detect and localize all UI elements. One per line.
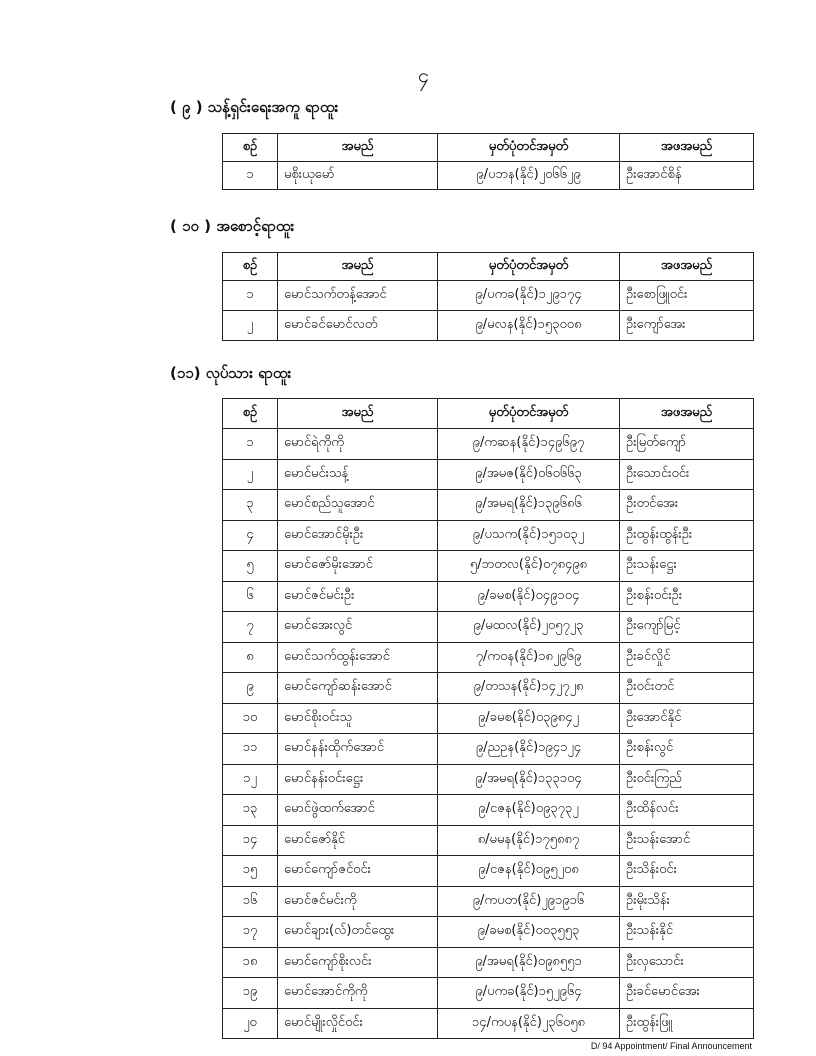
cell-nrc: ၉/အမဇ(နိုင်)၀၆၀၆၆၃ [438, 459, 620, 490]
header-nrc: မှတ်ပုံတင်အမှတ် [438, 134, 620, 162]
section-heading-worker: (၁၁) လုပ်သား ရာထူး [170, 364, 292, 382]
cell-father: ဦးလှသောင်း [620, 947, 754, 978]
table-row [223, 795, 754, 826]
cell-no: ၇ [223, 612, 278, 643]
cell-name: မောင်စိုးဝင်းသူ [278, 703, 438, 734]
cell-father: ဦးထွန်းဖြူ [620, 1008, 754, 1039]
cell-no: ၁၂ [223, 764, 278, 795]
cell-nrc: ၉/ခမစ(နိုင်)၀၀၃၅၅၃ [438, 917, 620, 948]
cell-nrc: ၁၄/ကပန(နိုင်)၂၃၆၀၅၈ [438, 1008, 620, 1039]
cell-nrc: ၉/ခမစ(နိုင်)၀၄၉၁၀၄ [438, 581, 620, 612]
cell-nrc: ၇/ကဝန(နိုင်)၁၈၂၉၆၉ [438, 642, 620, 673]
cell-father: ဦးထိန်လင်း [620, 795, 754, 826]
table-row [223, 703, 754, 734]
cell-father: ဦးသန်းဋ္ဌေး [620, 551, 754, 582]
cell-father: ဦးဝင်းကြည် [620, 764, 754, 795]
cell-no: ၁၃ [223, 795, 278, 826]
table-row [223, 162, 754, 190]
cell-father: ဦးဝင်းတင် [620, 673, 754, 704]
cell-nrc: ၉/ကပတ(နိုင်)၂၉၁၉၁၆ [438, 886, 620, 917]
table-row [223, 825, 754, 856]
cell-name: မောင်သက်တန့်အောင် [278, 281, 438, 311]
cell-father: ဦးအောင်စိန် [620, 162, 754, 190]
cell-name: မောင်ချား(လ်)တင်ထွေး [278, 917, 438, 948]
section-heading-guard: ( ၁၀ ) အစောင့်ရာထူး [170, 217, 295, 235]
cell-name: မောင်ရဲကိုကို [278, 429, 438, 460]
table-row [223, 917, 754, 948]
table-row [223, 886, 754, 917]
cell-nrc: ၉/ပကခ(နိုင်)၁၂၉၁၇၄ [438, 281, 620, 311]
cell-father: ဦးကျော်အေး [620, 311, 754, 341]
cell-no: ၁၈ [223, 947, 278, 978]
cell-name: မောင်ဇော်နိုင် [278, 825, 438, 856]
table-row [223, 311, 754, 341]
cell-father: ဦးမြတ်ကျော် [620, 429, 754, 460]
cell-no: ၁၄ [223, 825, 278, 856]
cell-nrc: ၈/မမန(နိုင်)၁၇၅၈၈၇ [438, 825, 620, 856]
cell-name: မောင်ဇင်မင်းဦး [278, 581, 438, 612]
header-name: အမည် [278, 253, 438, 281]
cell-no: ၉ [223, 673, 278, 704]
cell-father: ဦးသန်းနိုင် [620, 917, 754, 948]
header-name: အမည် [278, 399, 438, 429]
cell-father: ဦးသန်းအောင် [620, 825, 754, 856]
table-row [223, 947, 754, 978]
cell-name: မောင်မင်းသန့် [278, 459, 438, 490]
cell-father: ဦးထွန်းထွန်းဦး [620, 520, 754, 551]
cell-no: ၁ [223, 281, 278, 311]
table-row [223, 673, 754, 704]
table-row [223, 520, 754, 551]
cell-nrc: ၉/ငဇန(နိုင်)၀၉၃၇၃၂ [438, 795, 620, 826]
cell-name: မစိုးယုမော် [278, 162, 438, 190]
table-header-row [223, 399, 754, 429]
cell-name: မောင်မျိုးလှိုင်ဝင်း [278, 1008, 438, 1039]
cell-no: ၅ [223, 551, 278, 582]
cell-father: ဦးခင်လှိုင် [620, 642, 754, 673]
cell-name: မောင်ကျော်စိုးလင်း [278, 947, 438, 978]
cell-no: ၁၀ [223, 703, 278, 734]
table-header-row [223, 134, 754, 162]
cell-father: ဦးခင်မောင်အေး [620, 978, 754, 1009]
cell-nrc: ၉/အမရ(နိုင်)၁၃၉၆၈၆ [438, 490, 620, 521]
cell-nrc: ၉/ကဆန(နိုင်)၁၄၉၆၉၇ [438, 429, 620, 460]
cell-father: ဦးမိုးသိန်း [620, 886, 754, 917]
cell-name: မောင်စည်သူအောင် [278, 490, 438, 521]
cell-no: ၄ [223, 520, 278, 551]
cell-no: ၁၅ [223, 856, 278, 887]
cell-nrc: ၅/ဘတလ(နိုင်)၀၇၈၄၉၈ [438, 551, 620, 582]
cell-name: မောင်ကျော်ဆန်းအောင် [278, 673, 438, 704]
cell-no: ၁၉ [223, 978, 278, 1009]
table-row [223, 612, 754, 643]
cell-name: မောင်နန်းထိုက်အောင် [278, 734, 438, 765]
cell-no: ၈ [223, 642, 278, 673]
cell-no: ၂ [223, 311, 278, 341]
cell-father: ဦးတင်အေး [620, 490, 754, 521]
cell-father: ဦးသိန်းဝင်း [620, 856, 754, 887]
table-worker [222, 398, 754, 1039]
cell-no: ၂၀ [223, 1008, 278, 1039]
table-row [223, 281, 754, 311]
cell-name: မောင်အောင်ကိုကို [278, 978, 438, 1009]
cell-name: မောင်ဇော်မိုးအောင် [278, 551, 438, 582]
cell-no: ၁၆ [223, 886, 278, 917]
header-no: စဉ် [223, 253, 278, 281]
header-father: အဖအမည် [620, 253, 754, 281]
table-row [223, 642, 754, 673]
cell-name: မောင်နန်းဝင်းဋ္ဌေး [278, 764, 438, 795]
header-no: စဉ် [223, 134, 278, 162]
cell-father: ဦးအောင်နိုင် [620, 703, 754, 734]
header-nrc: မှတ်ပုံတင်အမှတ် [438, 253, 620, 281]
header-nrc: မှတ်ပုံတင်အမှတ် [438, 399, 620, 429]
table-cleaner [222, 133, 754, 190]
cell-nrc: ၉/ညဥန(နိုင်)၁၉၄၁၂၄ [438, 734, 620, 765]
cell-name: မောင်အောင်မိုးဦး [278, 520, 438, 551]
table-row [223, 856, 754, 887]
cell-name: မောင်ဖွဲထက်အောင် [278, 795, 438, 826]
cell-no: ၆ [223, 581, 278, 612]
table-row [223, 429, 754, 460]
table-row [223, 551, 754, 582]
cell-nrc: ၉/ပကခ(နိုင်)၁၅၂၉၆၄ [438, 978, 620, 1009]
table-header-row [223, 253, 754, 281]
cell-no: ၁ [223, 162, 278, 190]
table-row [223, 581, 754, 612]
table-row [223, 764, 754, 795]
cell-nrc: ၉/မလန(နိုင်)၁၅၃၀၀၈ [438, 311, 620, 341]
cell-name: မောင်ခင်မောင်လတ် [278, 311, 438, 341]
cell-nrc: ၉/ပသက(နိုင်)၁၅၁၀၃၂ [438, 520, 620, 551]
cell-name: မောင်သက်ထွန်းအောင် [278, 642, 438, 673]
cell-no: ၁၁ [223, 734, 278, 765]
cell-no: ၁ [223, 429, 278, 460]
cell-no: ၃ [223, 490, 278, 521]
cell-father: ဦးစန်းဝင်းဦး [620, 581, 754, 612]
table-row [223, 1008, 754, 1039]
table-row [223, 734, 754, 765]
table-row [223, 490, 754, 521]
cell-father: ဦးကျော်မြင့် [620, 612, 754, 643]
cell-name: မောင်အေးလွင် [278, 612, 438, 643]
footer: D/ 94 Appointment/ Final Announcement [590, 1041, 752, 1051]
cell-nrc: ၉/မထလ(နိုင်)၂၀၅၇၂၃ [438, 612, 620, 643]
table-row [223, 978, 754, 1009]
page-number: ၄ [418, 63, 430, 87]
cell-no: ၁၇ [223, 917, 278, 948]
cell-name: မောင်ကျော်ဇင်ဝင်း [278, 856, 438, 887]
cell-father: ဦးသောင်းဝင်း [620, 459, 754, 490]
cell-name: မောင်ဇင်မင်းကို [278, 886, 438, 917]
cell-nrc: ၉/အမရ(နိုင်)၁၃၃၁၀၄ [438, 764, 620, 795]
cell-father: ဦးစောဖြူဝင်း [620, 281, 754, 311]
header-father: အဖအမည် [620, 134, 754, 162]
header-no: စဉ် [223, 399, 278, 429]
section-heading-cleaner: ( ၉ ) သန့်ရှင်းရေးအကူ ရာထူး [170, 98, 339, 116]
cell-nrc: ၉/ပဘန(နိုင်)၂၀၆၆၂၉ [438, 162, 620, 190]
cell-no: ၂ [223, 459, 278, 490]
table-guard [222, 252, 754, 341]
cell-nrc: ၉/အမရ(နိုင်)၀၉၈၅၅၁ [438, 947, 620, 978]
header-father: အဖအမည် [620, 399, 754, 429]
cell-father: ဦးစန်းလွင် [620, 734, 754, 765]
cell-nrc: ၉/တသန(နိုင်)၁၄၂၇၂၈ [438, 673, 620, 704]
cell-nrc: ၉/ငဇန(နိုင်)၀၉၅၂၀၈ [438, 856, 620, 887]
table-row [223, 459, 754, 490]
header-name: အမည် [278, 134, 438, 162]
cell-nrc: ၉/ခမစ(နိုင်)၀၃၉၈၄၂ [438, 703, 620, 734]
